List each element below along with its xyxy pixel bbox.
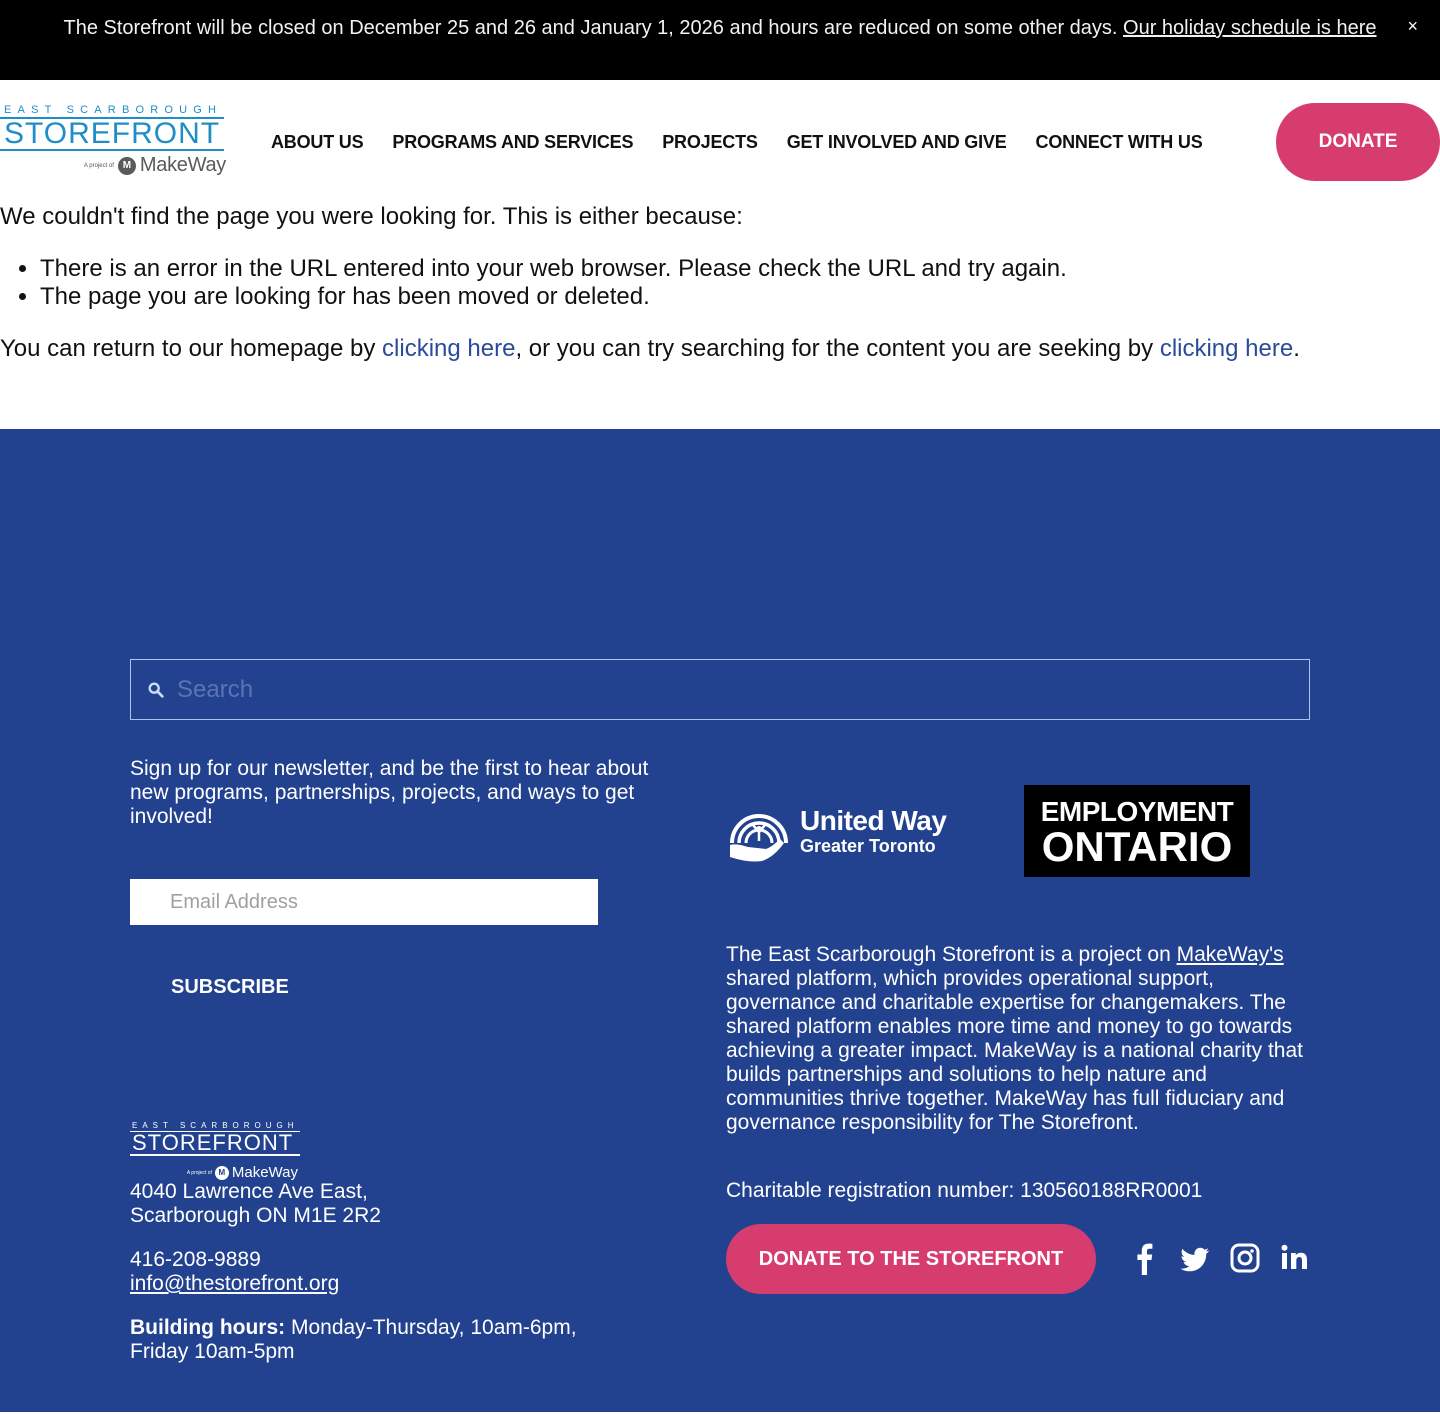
twitter-link[interactable]	[1180, 1241, 1210, 1275]
address-line1: 4040 Lawrence Ave East,	[130, 1180, 368, 1203]
contact-info	[130, 1248, 339, 1296]
building-hours	[130, 1316, 650, 1364]
united-way-title: United Way	[800, 805, 947, 836]
hours-weekdays: Monday-Thursday, 10am-6pm,	[285, 1316, 577, 1339]
close-icon[interactable]: ×	[1407, 16, 1418, 36]
announcement-bar	[0, 0, 1440, 80]
subscribe-button[interactable]: SUBSCRIBE	[130, 966, 280, 1008]
site-logo[interactable]	[0, 104, 228, 178]
twitter-icon	[1180, 1241, 1210, 1275]
return-text: , or you can try searching for the content you are seeking by	[515, 335, 1160, 362]
return-text: .	[1293, 335, 1300, 362]
footer-logo-line1: EAST SCARBOROUGH	[132, 1121, 299, 1130]
united-way-subtitle: Greater Toronto	[800, 836, 936, 856]
logo-line1: EAST SCARBOROUGH	[0, 104, 224, 119]
search-icon	[147, 681, 165, 699]
not-found-content	[0, 203, 1440, 429]
homepage-link[interactable]: clicking here	[382, 335, 516, 362]
hours-friday: Friday 10am-5pm	[130, 1340, 295, 1363]
hours-label: Building hours:	[130, 1316, 286, 1339]
site-footer	[0, 429, 1440, 1412]
logo-line2: STOREFRONT	[0, 119, 224, 151]
newsletter-text: Sign up for our newsletter, and be the first to hear about new programs, partnerships, projects, and ways to get involved!	[130, 757, 649, 828]
footer-logo[interactable]	[130, 1121, 300, 1181]
about-makeway-text	[726, 943, 1316, 1135]
social-links	[1130, 1241, 1310, 1275]
makeway-link[interactable]: MakeWay's	[1176, 943, 1284, 966]
search-input[interactable]	[177, 676, 1277, 704]
site-header	[0, 80, 1440, 205]
united-way-logo[interactable]	[726, 797, 956, 867]
makeway-icon: M	[118, 157, 136, 175]
footer-logo-project-of: A project of	[186, 1169, 212, 1176]
search-link[interactable]: clicking here	[1159, 335, 1294, 362]
instagram-icon	[1230, 1241, 1260, 1275]
return-paragraph	[0, 335, 1440, 363]
nav-get-involved-and-give[interactable]: GET INVOLVED AND GIVE	[786, 132, 1007, 152]
phone-number: 416-208-9889	[130, 1248, 261, 1271]
facebook-icon	[1130, 1241, 1160, 1275]
employment-ontario-line2: ONTARIO	[1041, 823, 1233, 870]
makeway-icon: M	[215, 1166, 229, 1180]
linkedin-link[interactable]	[1280, 1241, 1310, 1275]
address	[130, 1180, 381, 1228]
email-field[interactable]	[130, 879, 598, 925]
announcement-text: The Storefront will be closed on December 25 and 26 and January 1, 2026 and hours are reduced on some other days.	[63, 17, 1118, 39]
not-found-intro: We couldn't find the page you were looking for. This is either because:	[0, 203, 743, 230]
address-line2: Scarborough ON M1E 2R2	[130, 1204, 381, 1227]
logo-makeway	[0, 154, 226, 177]
reason-item: • The page you are looking for has been moved or deleted.	[40, 283, 1440, 311]
donate-to-storefront-button[interactable]: DONATE TO THE STOREFRONT	[726, 1224, 1096, 1294]
nav-about-us[interactable]: ABOUT US	[271, 132, 364, 152]
employment-ontario-logo[interactable]	[1024, 785, 1250, 877]
main-nav	[271, 80, 1203, 205]
footer-search[interactable]	[130, 659, 1310, 720]
logo-project-of: A project of	[83, 162, 114, 169]
linkedin-icon	[1280, 1241, 1310, 1275]
united-way-icon	[726, 799, 792, 865]
instagram-link[interactable]	[1230, 1241, 1260, 1275]
about-text: shared platform, which provides operational support, governance and charitable expertise for changemakers. The shared platform enables more time and money to go towards achieving a greater impact. MakeWay is a national charity that builds partnerships and solutions to help nature and communities thrive together. MakeWay has full fiduciary and governance responsibility for The Storefront.	[726, 967, 1303, 1134]
charity-number: Charitable registration number: 130560188RR0001	[726, 1179, 1203, 1202]
footer-logo-makeway	[130, 1164, 298, 1181]
facebook-link[interactable]	[1130, 1241, 1160, 1275]
return-text: You can return to our homepage by	[0, 335, 383, 362]
nav-projects[interactable]: PROJECTS	[662, 132, 758, 152]
nav-programs-and-services[interactable]: PROGRAMS AND SERVICES	[392, 132, 634, 152]
footer-logo-makeway-text: MakeWay	[231, 1164, 298, 1181]
reason-item: • There is an error in the URL entered into your web browser. Please check the URL and try again.	[40, 255, 1440, 283]
logo-makeway-text: MakeWay	[139, 154, 226, 176]
holiday-schedule-link[interactable]: Our holiday schedule is here	[1123, 17, 1377, 39]
donate-button[interactable]: DONATE	[1276, 103, 1440, 181]
reasons-list	[40, 255, 1440, 311]
about-text: The East Scarborough Storefront is a project on	[726, 943, 1177, 966]
employment-ontario-line1: EMPLOYMENT	[1040, 796, 1234, 827]
footer-logo-line2: STOREFRONT	[130, 1132, 300, 1156]
email-link[interactable]: info@thestorefront.org	[130, 1272, 340, 1295]
nav-connect-with-us[interactable]: CONNECT WITH US	[1035, 132, 1203, 152]
